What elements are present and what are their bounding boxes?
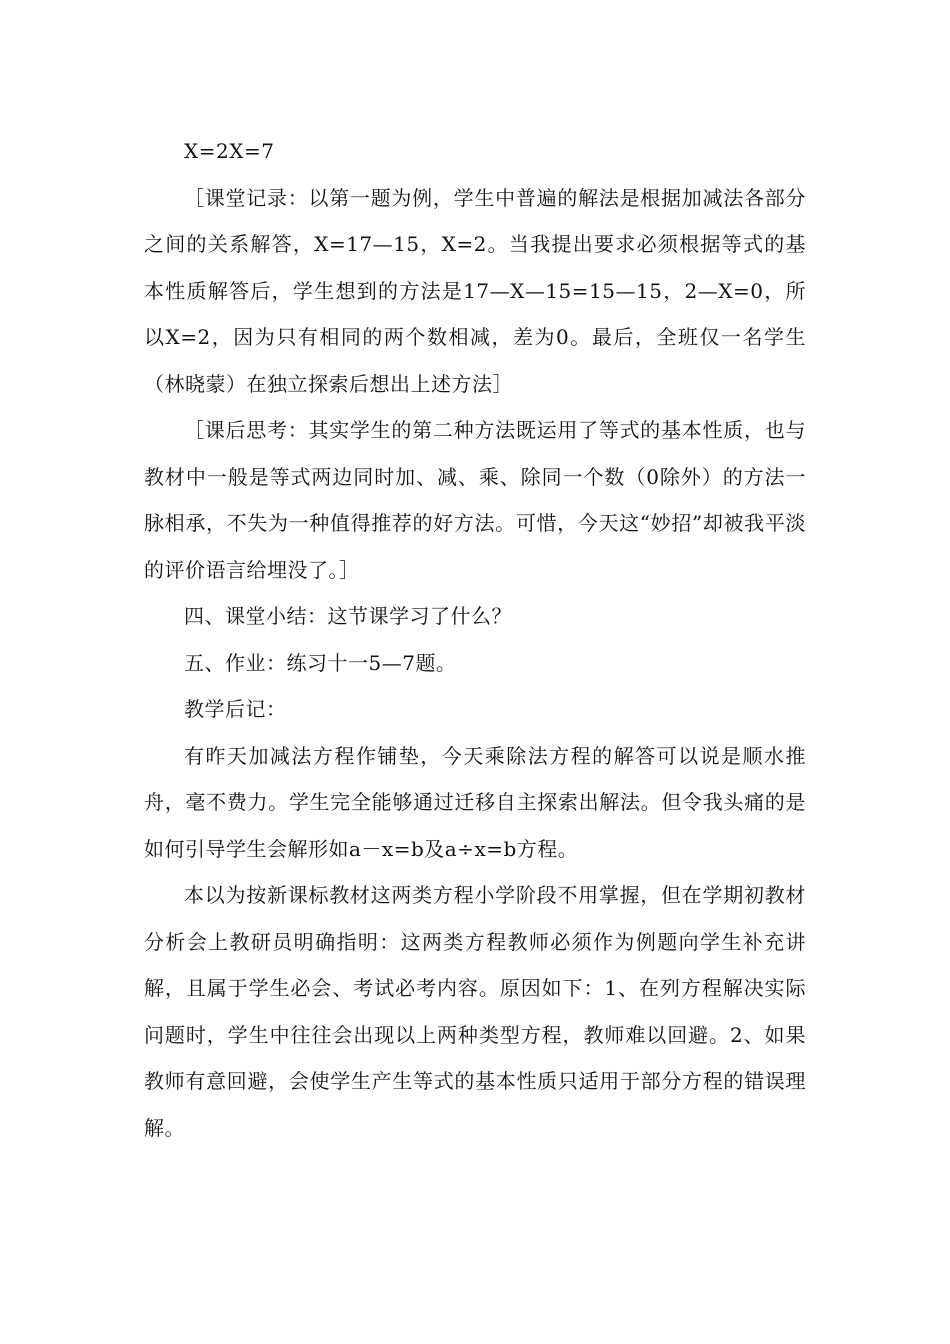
section-homework-heading: 五、作业：练习十一5—7题。	[184, 650, 457, 675]
teaching-notes-paragraph-1: 有昨天加减法方程作铺垫，今天乘除法方程的解答可以说是顺水推舟，毫不费力。学生完全能够通过迁移自主探索出解法。但令我头痛的是如何引导学生会解形如a－x=b及a÷x=b方程。	[144, 743, 806, 861]
equation-line: X=2X=7	[184, 139, 275, 163]
section-summary-heading: 四、课堂小结：这节课学习了什么？	[184, 604, 512, 628]
after-class-reflection-paragraph: ［课后思考：其实学生的第二种方法既运用了等式的基本性质，也与教材中一般是等式两边同时加、减、乘、除同一个数（0除外）的方法一脉相承，不失为一种值得推荐的好方法。可惜，今天这“妙招”却被我平淡的评价语言给埋没了。］	[144, 418, 806, 582]
document-body	[144, 128, 806, 1151]
teaching-notes-heading: 教学后记：	[184, 697, 287, 721]
classroom-record-paragraph: ［课堂记录：以第一题为例，学生中普遍的解法是根据加减法各部分之间的关系解答，X=17—15，X=2。当我提出要求必须根据等式的基本性质解答后，学生想到的方法是17—X—15=15—15，2—X=0，所以X=2，因为只有相同的两个数相减，差为0。最后，全班仅一名学生（林晓蒙）在独立探索后想出上述方法］	[144, 185, 806, 396]
teaching-notes-paragraph-2: 本以为按新课标教材这两类方程小学阶段不用掌握，但在学期初教材分析会上教研员明确指明：这两类方程教师必须作为例题向学生补充讲解，且属于学生必会、考试必考内容。原因如下：1、在列方程解决实际问题时，学生中往往会出现以上两种类型方程，教师难以回避。2、如果教师有意回避，会使学生产生等式的基本性质只适用于部分方程的错误理解。	[144, 883, 806, 1140]
